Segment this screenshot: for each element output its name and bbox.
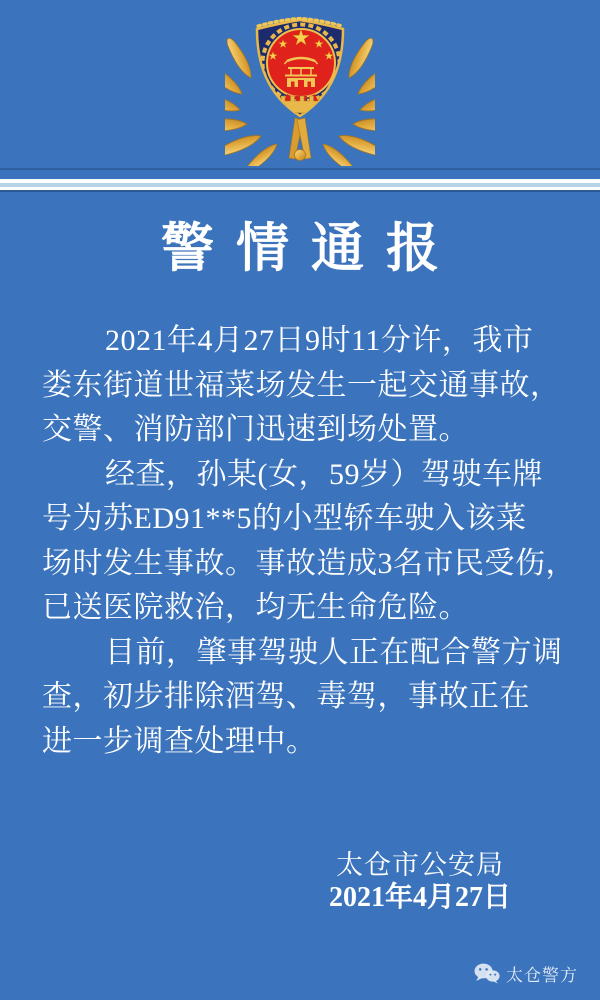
signature-date: 2021年4月27日 bbox=[328, 882, 511, 913]
paragraph-3 bbox=[42, 631, 564, 765]
divider-shadow bbox=[0, 168, 600, 170]
police-badge-emblem bbox=[225, 6, 375, 166]
body-line: 场时发生事故。事故造成3名市民受伤， bbox=[42, 546, 576, 580]
wechat-watermark bbox=[474, 961, 578, 986]
paragraph-1 bbox=[42, 319, 564, 453]
body-line: 进一步调查处理中。 bbox=[42, 724, 317, 758]
wechat-icon bbox=[474, 963, 500, 985]
body-line: 交警、消防部门迅速到场处置。 bbox=[42, 413, 469, 446]
body-line: 查，初步排除酒驾、毒驾，事故正在 bbox=[42, 680, 530, 713]
signature-block bbox=[320, 850, 520, 914]
watermark-text: 太仓警方 bbox=[506, 966, 578, 985]
body-line: 已送医院救治，均无生命危险。 bbox=[42, 591, 469, 624]
body-line: 2021年4月27日9时11分许，我市 bbox=[105, 324, 534, 357]
signature-agency: 太仓市公安局 bbox=[336, 850, 504, 880]
body-line: 经查，孙某(女，59岁）驾驶车牌 bbox=[105, 457, 543, 491]
paragraph-2 bbox=[42, 453, 576, 631]
body-line: 号为苏ED91**5的小型轿车驶入该菜 bbox=[42, 502, 527, 535]
body-line: 娄东街道世福菜场发生一起交通事故， bbox=[42, 368, 561, 402]
notice-title: 警情通报 bbox=[161, 220, 461, 278]
header-divider bbox=[0, 179, 600, 192]
body-line: 目前，肇事驾驶人正在配合警方调 bbox=[105, 635, 563, 669]
notice-body bbox=[42, 319, 576, 764]
